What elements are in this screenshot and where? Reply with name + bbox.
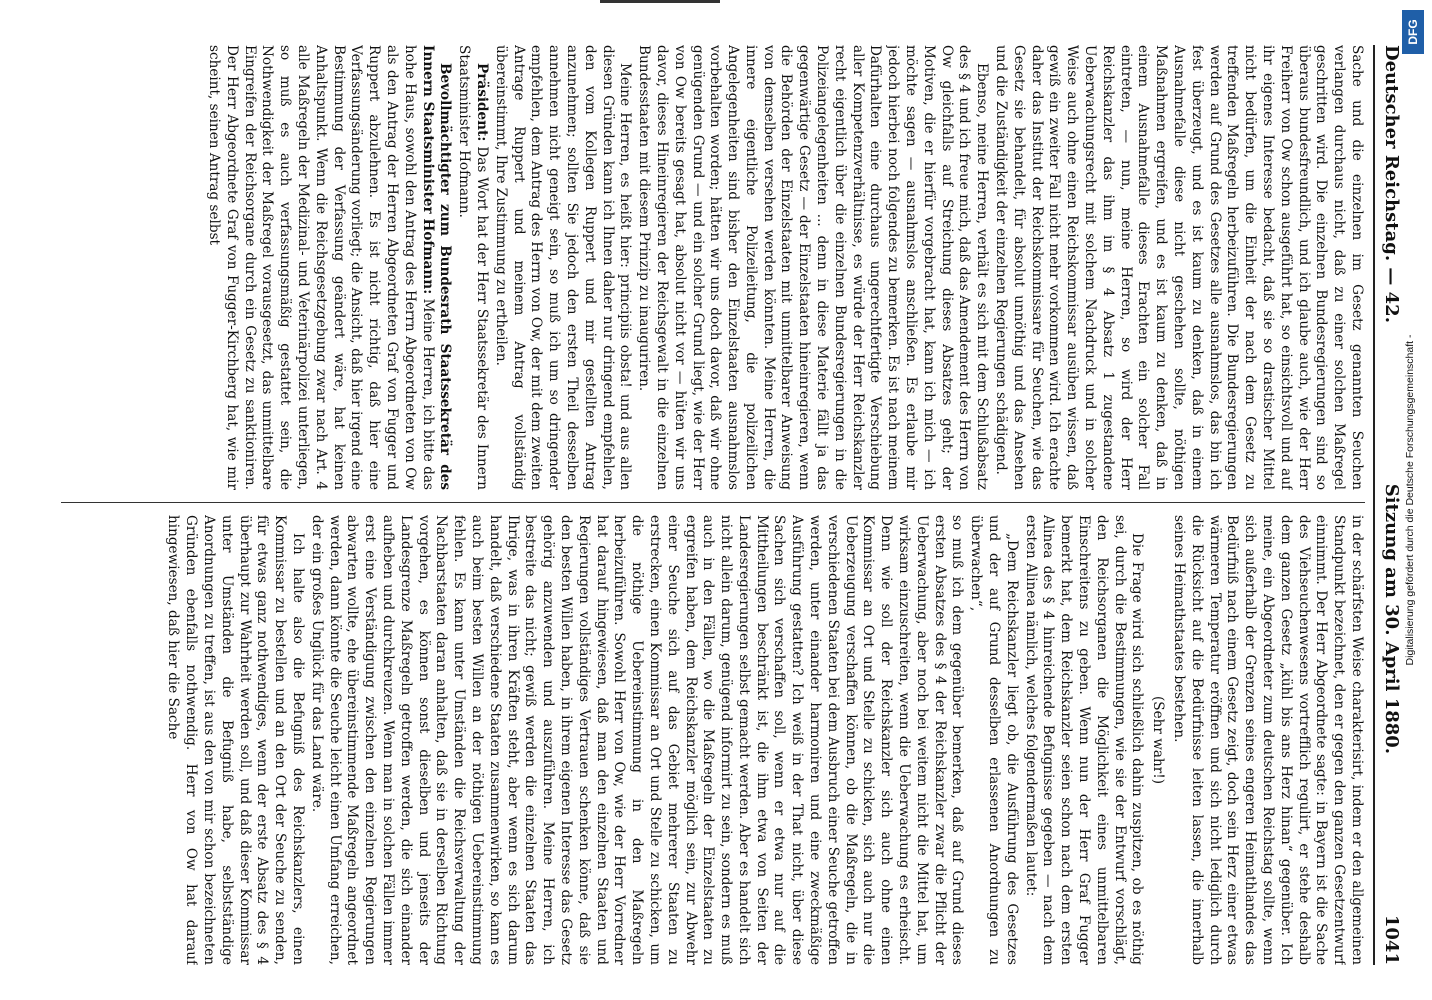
running-head-center: Sitzung am 30. April 1880. — [1381, 483, 1402, 755]
speaker-paragraph — [454, 45, 490, 490]
head-rule — [1373, 45, 1375, 965]
speaker-text: Das Wort hat der Herr Staatssekretär des Innern Staatsminister Hofmann. — [456, 45, 490, 490]
running-head-left: Deutscher Reichstag. — 42. — [1381, 45, 1402, 323]
dfg-logo-text: DFG — [1406, 19, 1420, 45]
column-divider — [61, 502, 1365, 503]
left-column — [51, 45, 1365, 490]
paragraph: Ebenso, meine Herren, verhält es sich mit dem Schlußabsatz des § 4 und ich freue mich, daß das Amendement des Herrn von Ow gleichfalls auf Streichung dieses Absatzes geht; der Motiven, die er hierfür vorgebracht hat, kann ich mich — ich möchte sagen — ausnahmslos anschließen. Es erlaube mir jedoch hierbei noch folgendes zu bemerken. Es ist nach meinem Dafürhalten eine durchaus ungerechtfertigte Verschiebung aller Kompetenzverhältnisse, es würde der Herr Reichskanzler recht eigentlich über die einzelnen Bundesregierungen in die Polizeiangelegenheiten ... denn in diese Materie fällt ja das gegenwärtige Gesetz — der Einzelstaaten hineinregieren, wenn die Behörden der Einzelstaaten mit unmittelbarer Anweisung von demselben versehen werden könnten. Meine Herren, die innere eigentliche Polizeileitung, die polizeilichen Angelegenheiten sind bisher den Einzelstaaten ausnahmslos vorbehalten worden; hätten wir uns doch davor, daß wir ohne genügenden Grund — und ein solcher Grund liegt, wie der Herr von Ow bereits gesagt hat, absolut nicht vor — hüten wir uns davor, dieses Hineinregieren der Reichsgewalt in die einzelnen Bundesstaaten mit diesem Prinzip zu inauguriren. — [636, 45, 991, 490]
quotation: „Dem Reichskanzler liegt ob, die Ausführung des Gesetzes und der auf Grund desselben erlassenen Anordnungen zu überwachen“, — [968, 515, 1020, 965]
paragraph: Meine Herren, es heißt hier: principiis obsta! und aus allen diesen Gründen kann ich Ihnen daher nur dringend empfehlen, den vom Kollegen Ruppert und mir gestellten Antrag anzunehmen; sollten Sie jedoch den ersten Theil desselben annehmen nicht geneigt sein, so muß ich um so dringender empfehlen, dem Antrag des Herrn von Ow, der mit dem zweiten Antrage Ruppert und meinem Antrag vollständig übereinstimmt, Ihre Zustimmung zu ertheilen. — [492, 45, 634, 490]
paragraph: so muß ich dem gegenüber bemerken, daß auf Grund dieses ersten Absatzes des § 4 der Reichskanzler zwar die Pflicht der Ueberwachung, aber noch bei weitem nicht die Mittel hat, um wirksam einzuschreiten, wenn die Ueberwachung es erheischt. Denn wie soll der Reichskanzler sich auch ohne einen Kommissar an Ort und Stelle zu schicken, sich auch nur die Ueberzeugung verschaffen können, ob die Maßregeln, die in verschiedenen Staaten bei dem Ausbruch einer Seuche getroffen werden, unter einander harmoniren und eine zweckmäßige Ausführung gestatten? Ich weiß in der That nicht, über diese Sachen sich verschaffen soll, wenn er etwa nur auf die Mittheilungen beschränkt ist, die ihm etwa von Seiten der Landesregierungen selbst gemacht werden. Aber es handelt sich nicht allein darum, genügend informirt zu sein, sondern es muß auch in den Fällen, wo die Maßregeln der Einzelstaaten zu ergreifen haben, dem Reichskanzler möglich sein, zur Abwehr einer Seuche sich auf das Gebiet mehrerer Staaten zu erstrecken, einen Kommissar an Ort und Stelle zu schicken, um die nöthige Uebereinstimmung in den Maßregeln herbeizuführen. Sowohl Herr von Ow, wie der Herr Vorredner hat darauf hingewiesen, daß man den einzelnen Staaten und Regierungen vollständiges Vertrauen schenken könne, daß sie den besten Willen haben, in ihrem eigenen Interesse das Gesetz gehörig anzuwenden und auszuführen. Meine Herren, ich bestreite das nicht; gewiß werden die einzelnen Staaten das Ihrige, was in ihren Kräften steht, aber wenn es sich darum handelt, daß verschiedene Staaten zusammenwirken, so kann es auch beim besten Willen an der nöthigen Uebereinstimmung fehlen. Es kann unter Umständen die Reichsverwaltung der Nachbarstaaten daran anhalten, daß sie in derselben Richtung vorgehen, es können sonst dieselben und jenseits der Landesgrenze Maßregeln getroffen werden, die sich einander aufheben und durchkreuzen. Wenn man in solchen Fällen immer erst eine Verständigung zwischen den einzelnen Regierungen abwarten wollte, ehe übereinstimmende Maßregeln angeordnet werden, dann könnte die Seuche leicht einen Umfang erreichen, der ein großes Unglück für das Land wäre. — [308, 515, 966, 965]
speaker-label: Bevollmächtigter zum Bundesrath Staatssekretär des Innern Staatsminister Hofmann: — [419, 45, 454, 490]
digitization-note-text: Digitalisierung gefördert durch die Deutsche Forschungsgemeinschaft - — [1404, 334, 1416, 666]
right-column — [51, 515, 1365, 965]
paragraph: Die Frage wird sich schließlich dahin zuspitzen, ob es nöthig sei, durch die Bestimmungen, wie sie der Entwurf vorschlägt, den Reichsorganen die Möglichkeit eines unmittelbaren Einschreitens zu geben. Wenn nun der Herr Graf Fugger bemerkt hat, dem Reichskanzler seien schon nach dem ersten Alinea des § 4 hinreichende Befugnisse gegeben — nach dem ersten Alinea nämlich, welches folgendermaßen lautet: — [1022, 515, 1146, 965]
paragraph: in der schärfsten Weise charakterisirt, indem er den allgemeinen Standpunkt bezeichnet, den er gegen den ganzen Gesetzentwurf einnimmt. Der Herr Abgeordnete sagte: in Bayern ist die Sache des Viehseuchenwesens vortrefflich regulirt, er stehe deshalb dem ganzen Gesetz „kühl bis ans Herz hinan“ gegenüber. Ich meine, ein Abgeordneter zum deutschen Reichstag sollte, wenn sich außerhalb der Grenzen seines engeren Heimathlandes das Bedürfniß nach einem Gesetz zeigt, doch sein Herz einer etwas wärmeren Temperatur eröffnen und sich nicht lediglich durch die Rücksicht auf die Bedürfnisse leiten lassen, die innerhalb seines Heimathstaates bestehen. — [1171, 515, 1365, 965]
speaker-text: Meine Herren, ich bitte das hohe Haus, sowohl den Antrag des Herrn Abgeordneten von Ow als den Antrag der Herren Abgeordneten Graf von Fugger und Ruppert abzulehnen. Es ist nicht richtig, daß hier eine Verfassungsänderung vorliegt; die Ansicht, daß hier irgend eine Bestimmung der Verfassung geändert wäre, hat keinen Anhaltspunkt. Wenn die Reichsgesetzgebung zwar nach Art. 4 alle Maßregeln der Medizinal- und Veterinärpolizei unterliegen, so muß es auch verfassungsmäßig gestattet sein, die Nothwendigkeit der Maßregel vorausgesetzt, das unmittelbare Eingreifen der Reichsorgane durch ein Gesetz zu sanktioniren. Der Herr Abgeordnete Graf von Fugger-Kirchberg hat, wie mir scheint, seinen Antrag selbst — [206, 45, 436, 490]
page-number: 1041 — [1381, 914, 1402, 965]
speaker-paragraph — [204, 45, 453, 490]
digitization-note — [1398, 180, 1422, 820]
interjection: (Sehr wahr!) — [1150, 696, 1167, 784]
newspaper-page — [41, 5, 1421, 995]
paragraph: Sache und die einzelnen im Gesetz genannten Seuchen verlangen durchaus nicht, daß zu einer solchen Maßregel geschritten wird. Die einzelnen Bundesregierungen sind so überaus bundesfreundlich, und ich glaube auch, wie der Herr Freiherr von Ow schon ausgeführt hat, so einsichtsvoll und auf ihr eigenes Interesse bedacht, daß sie so drastischer Mittel nicht bedürfen, um die Einheit der nach dem Gesetz zu treffenden Maßregeln herbeizuführen. Die Bundesregierungen werden auf Grund des Gesetzes alle ausnahmslos, das bin ich fest überzeugt, und es ist kaum zu denken, daß in einem Ausnahmefalle diese nicht geschehen sollte, nöthigen Maßnahmen ergreifen, und es ist kaum zu denken, daß in einem Ausnahmefalle dieses Erachten ein solcher Fall eintreten, — nun, meine Herren, so wird der Herr Reichskanzler das ihm im § 4 Absatz 1 zugestandene Ueberwachungsrecht mit solchem Nachdruck und in solcher Weise auch ohne einen Reichskommissar ausüben wissen, daß gewiß ein zweiter Fall nicht mehr vorkommen wird. Ich erachte daher das Institut der Reichskommissare für Seuchen, wie das Gesetz sie behandelt, für absolut unnöthig und das Ansehen und die Zuständigkeit der einzelnen Regierungen schädigend. — [993, 45, 1365, 490]
dfg-logo — [1402, 10, 1424, 54]
paragraph: Ich halte also die Befugniß des Reichskanzlers, einen Kommissar zu bestellen und an den Ort der Seuche zu senden, für etwas ganz nothwendiges, wenn der erste Absatz des § 4 überhaupt zur Wahrheit werden soll, und daß dieser Kommissar unter Umständen die Befugniß habe, selbstständige Anordnungen zu treffen, ist aus den von mir schon bezeichneten Gründen ebenfalls nothwendig. Herr von Ow hat darauf hingewiesen, daß hier die Sache — [165, 515, 306, 965]
speaker-label: Präsident: — [473, 63, 490, 142]
